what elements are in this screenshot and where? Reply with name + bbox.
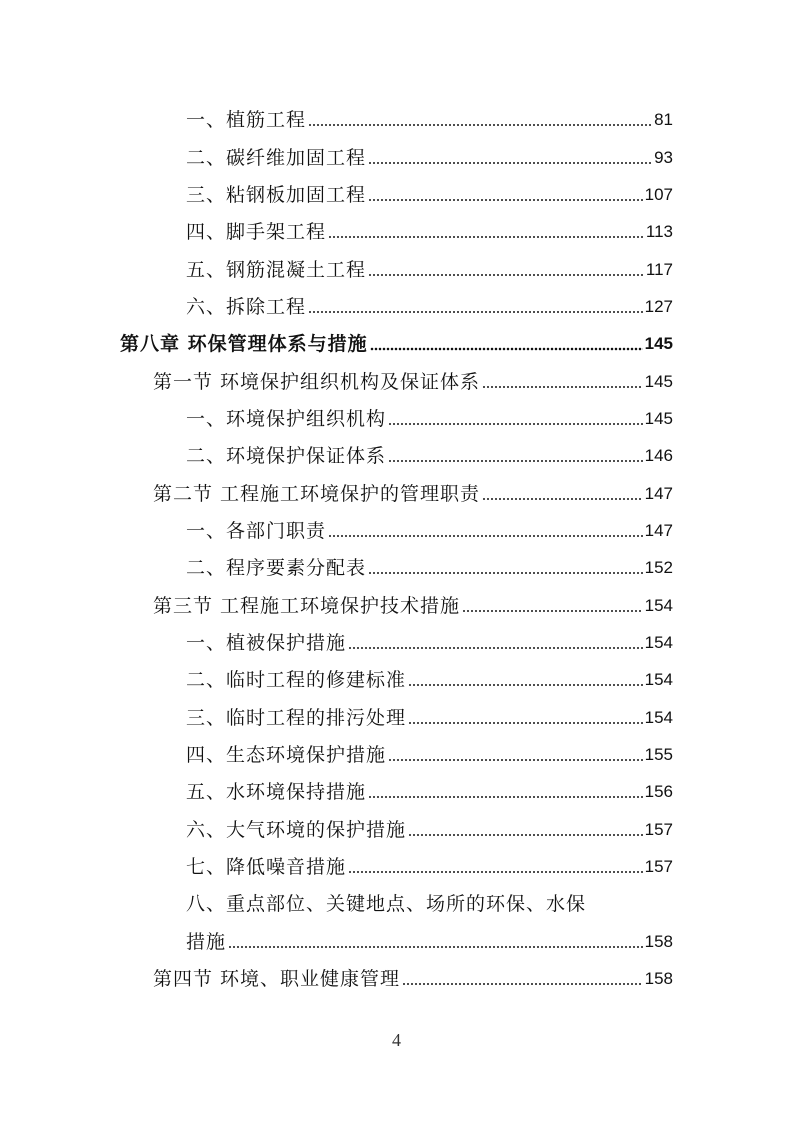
dot-leader xyxy=(408,683,643,687)
toc-section-3[interactable] xyxy=(153,588,673,618)
dot-leader xyxy=(348,870,643,874)
toc-entry-page: 157 xyxy=(644,820,673,839)
dot-leader xyxy=(370,347,643,351)
toc-entry-page: 154 xyxy=(644,633,673,652)
toc-entry-page: 113 xyxy=(645,222,673,241)
dot-leader xyxy=(482,385,643,389)
toc-entry-title: 三、粘钢板加固工程 xyxy=(186,184,367,206)
dot-leader xyxy=(368,273,644,277)
toc-entry-title: 五、钢筋混凝土工程 xyxy=(186,259,367,281)
toc-entry-page: 154 xyxy=(644,670,673,689)
toc-entry-14[interactable] xyxy=(186,737,673,767)
dot-leader xyxy=(462,609,643,613)
toc-section-title: 第一节 环境保护组织机构及保证体系 xyxy=(153,371,481,393)
toc-entry-title: 四、脚手架工程 xyxy=(186,221,327,243)
toc-entry-9[interactable] xyxy=(186,513,673,543)
dot-leader xyxy=(328,534,643,538)
dot-leader xyxy=(368,198,643,202)
toc-entry-11[interactable] xyxy=(186,625,673,655)
toc-entry-page: 152 xyxy=(644,558,673,577)
dot-leader xyxy=(388,422,643,426)
dot-leader xyxy=(402,982,643,986)
toc-entry-page: 127 xyxy=(644,297,673,316)
toc-entry-title: 一、各部门职责 xyxy=(186,520,327,542)
dot-leader xyxy=(482,497,643,501)
dot-leader xyxy=(328,235,644,239)
toc-entry-page: 147 xyxy=(644,521,673,540)
toc-entry-title: 一、植被保护措施 xyxy=(186,632,347,654)
toc-entry-title: 二、临时工程的修建标准 xyxy=(186,669,407,691)
toc-entry-title: 一、植筋工程 xyxy=(186,109,307,131)
toc-entry-page: 81 xyxy=(654,110,673,129)
dot-leader xyxy=(388,459,643,463)
toc-entry-page: 146 xyxy=(644,446,673,465)
toc-entry-page: 154 xyxy=(644,708,673,727)
toc-entry-18-title-line1[interactable]: 八、重点部位、关键地点、场所的环保、水保 xyxy=(186,893,587,915)
toc-entry-title: 五、水环境保持措施 xyxy=(186,781,367,803)
toc-entry-18[interactable] xyxy=(186,924,673,954)
toc-entry-10[interactable] xyxy=(186,550,673,580)
toc-entry-page: 145 xyxy=(644,372,673,391)
toc-section-title: 第四节 环境、职业健康管理 xyxy=(153,968,401,990)
dot-leader xyxy=(308,310,643,314)
toc-entry-title: 一、环境保护组织机构 xyxy=(186,408,387,430)
toc-entry-title: 六、拆除工程 xyxy=(186,296,307,318)
dot-leader xyxy=(368,161,652,165)
toc-entry-title: 四、生态环境保护措施 xyxy=(186,744,387,766)
toc-section-2[interactable] xyxy=(153,476,673,506)
toc-entry-title: 措施 xyxy=(186,931,227,953)
dot-leader xyxy=(308,123,652,127)
toc-entry-page: 157 xyxy=(644,857,673,876)
toc-entry-title: 三、临时工程的排污处理 xyxy=(186,707,407,729)
toc-entry-title: 二、程序要素分配表 xyxy=(186,557,367,579)
toc-entry-4[interactable] xyxy=(186,214,673,244)
page-number: 4 xyxy=(392,1030,401,1050)
toc-entry-17[interactable] xyxy=(186,849,673,879)
toc-entry-15[interactable] xyxy=(186,774,673,804)
toc-chapter-title: 第八章 环保管理体系与措施 xyxy=(120,333,368,355)
toc-entry-page: 145 xyxy=(644,334,673,353)
toc-entry-page: 93 xyxy=(654,148,673,167)
toc-entry-13[interactable] xyxy=(186,700,673,730)
toc-entry-page: 145 xyxy=(644,409,673,428)
toc-section-title: 第二节 工程施工环境保护的管理职责 xyxy=(153,483,481,505)
toc-entry-5[interactable] xyxy=(186,252,673,282)
dot-leader xyxy=(368,795,643,799)
toc-entry-8[interactable] xyxy=(186,438,673,468)
toc-entry-page: 107 xyxy=(644,185,673,204)
dot-leader xyxy=(408,721,643,725)
toc-entry-page: 147 xyxy=(644,484,673,503)
dot-leader xyxy=(348,646,643,650)
toc-section-title: 第三节 工程施工环境保护技术措施 xyxy=(153,595,461,617)
toc-entry-title: 七、降低噪音措施 xyxy=(186,856,347,878)
toc-entry-12[interactable] xyxy=(186,662,673,692)
toc-entry-page: 156 xyxy=(644,782,673,801)
toc-entry-title: 二、环境保护保证体系 xyxy=(186,445,387,467)
dot-leader xyxy=(408,833,643,837)
toc-section-1[interactable] xyxy=(153,364,673,394)
toc-entry-page: 158 xyxy=(644,932,673,951)
toc-entry-1[interactable] xyxy=(186,102,673,132)
toc-entry-3[interactable] xyxy=(186,177,673,207)
toc-entry-page: 155 xyxy=(644,745,673,764)
dot-leader xyxy=(368,571,643,575)
dot-leader xyxy=(388,758,643,762)
toc-entry-title: 二、碳纤维加固工程 xyxy=(186,147,367,169)
toc-entry-page: 158 xyxy=(644,969,673,988)
toc-chapter-8[interactable] xyxy=(120,326,673,356)
dot-leader xyxy=(228,945,643,949)
toc-entry-page: 117 xyxy=(645,260,673,279)
toc-entry-16[interactable] xyxy=(186,812,673,842)
toc-entry-6[interactable] xyxy=(186,289,673,319)
toc-section-4[interactable] xyxy=(153,961,673,991)
toc-entry-2[interactable] xyxy=(186,140,673,170)
toc-entry-7[interactable] xyxy=(186,401,673,431)
toc-entry-page: 154 xyxy=(644,596,673,615)
toc-entry-title: 六、大气环境的保护措施 xyxy=(186,819,407,841)
